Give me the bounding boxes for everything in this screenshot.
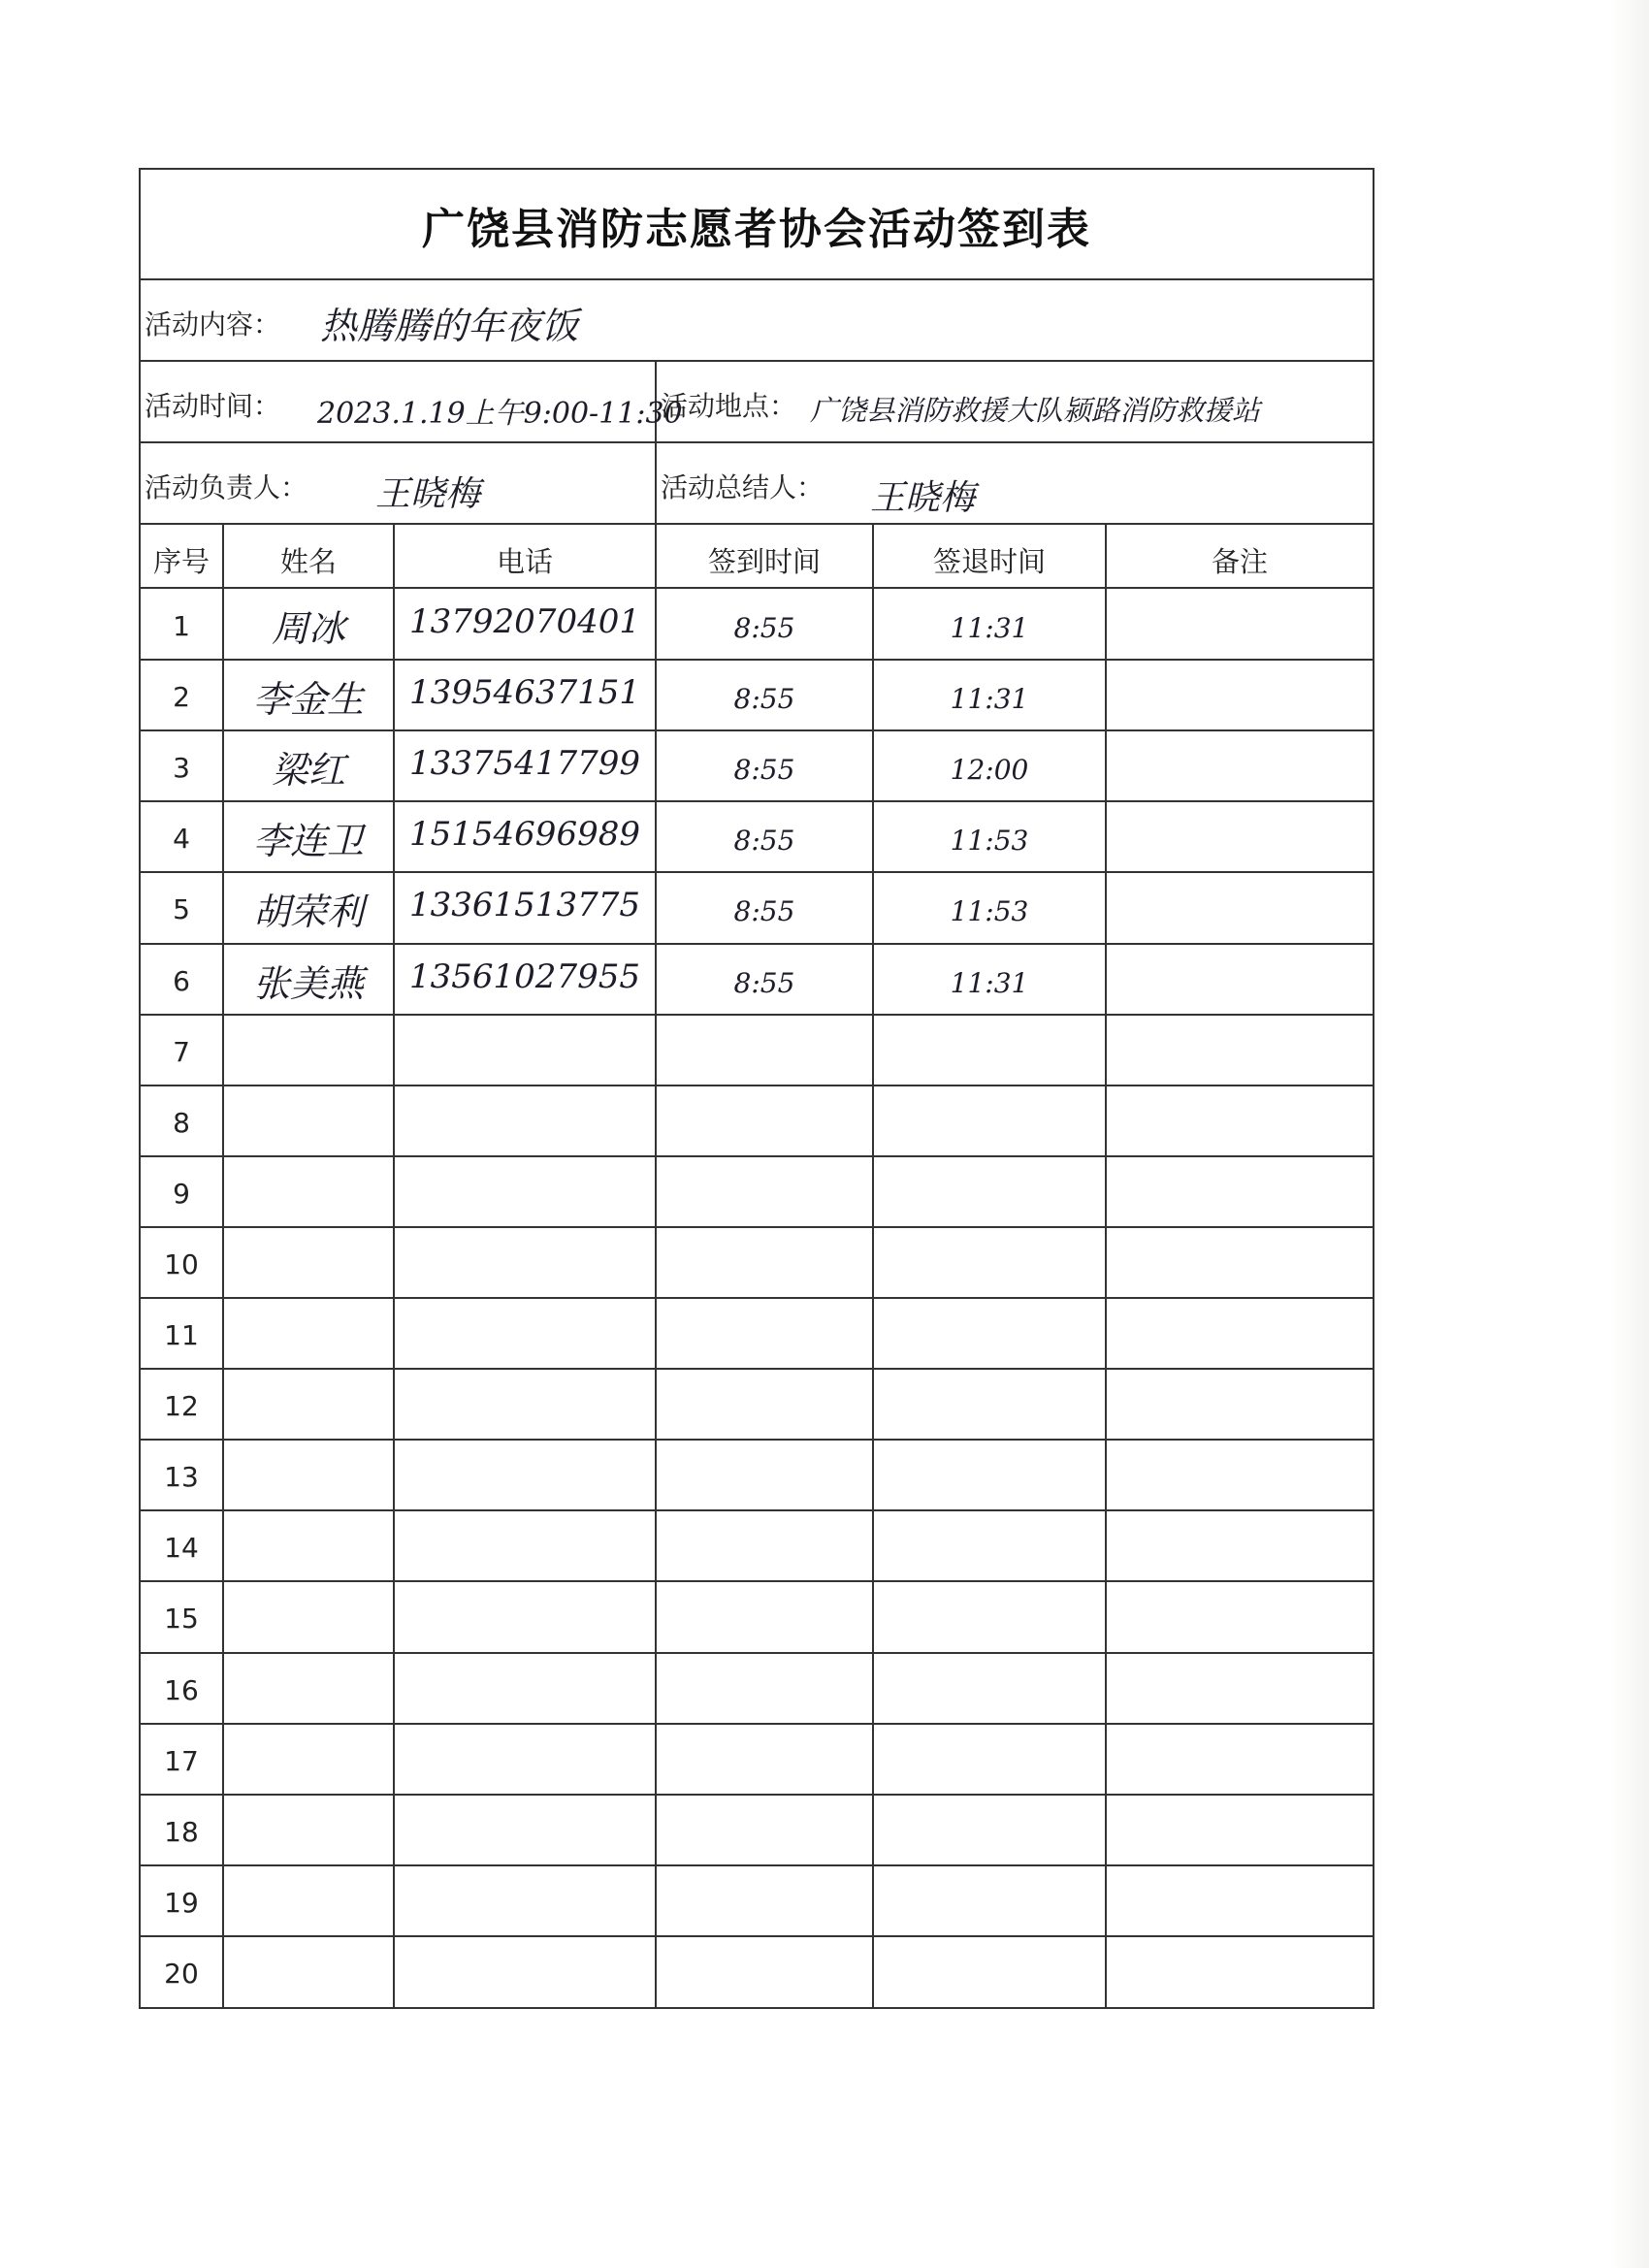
- row-seq: 3: [173, 752, 190, 785]
- row-name: 胡荣利: [252, 891, 364, 934]
- row-name: 李连卫: [252, 820, 364, 863]
- divider: [141, 1864, 1373, 1866]
- divider: [141, 1085, 1373, 1086]
- row-checkin: 8:55: [733, 895, 795, 928]
- row-seq: 12: [164, 1390, 199, 1423]
- header-checkout: 签退时间: [932, 545, 1046, 578]
- sign-in-sheet: [139, 168, 1374, 2009]
- header-name: 姓名: [279, 545, 337, 578]
- row-checkout: 11:53: [950, 825, 1029, 858]
- divider: [655, 360, 657, 523]
- row-checkout: 11:31: [950, 683, 1029, 716]
- divider: [141, 1580, 1373, 1582]
- divider: [141, 1297, 1373, 1299]
- divider: [141, 1439, 1373, 1441]
- row-phone: 13792070401: [409, 602, 640, 641]
- row-seq: 16: [164, 1673, 199, 1706]
- divider: [141, 441, 1373, 443]
- divider: [141, 1014, 1373, 1016]
- row-checkout: 12:00: [950, 754, 1029, 787]
- row-seq: 17: [164, 1744, 199, 1777]
- header-seq: 序号: [152, 545, 210, 578]
- page-edge-shadow: [1610, 0, 1649, 2268]
- row-seq: 5: [173, 893, 190, 926]
- person-in-charge-value: 王晓梅: [375, 474, 481, 514]
- row-seq: 2: [173, 681, 190, 714]
- row-seq: 4: [173, 823, 190, 856]
- row-name: 李金生: [252, 678, 364, 722]
- row-phone: 15154696989: [409, 815, 640, 855]
- row-seq: 9: [173, 1177, 190, 1210]
- divider: [141, 1368, 1373, 1370]
- divider: [141, 871, 1373, 873]
- activity-time-value: 2023.1.19上午9:00-11:30: [317, 397, 683, 431]
- divider: [141, 800, 1373, 802]
- activity-location-value: 广饶县消防救援大队颍路消防救援站: [810, 394, 1261, 427]
- row-checkin: 8:55: [733, 754, 795, 787]
- row-checkout: 11:53: [950, 895, 1029, 928]
- divider: [141, 1794, 1373, 1796]
- divider: [141, 1652, 1373, 1654]
- divider: [1105, 523, 1107, 2007]
- divider: [141, 1509, 1373, 1511]
- summarizer-value: 王晓梅: [870, 478, 976, 518]
- row-seq: 11: [164, 1319, 199, 1351]
- divider: [141, 1155, 1373, 1157]
- row-name: 张美燕: [252, 961, 364, 1005]
- row-phone: 13954637151: [409, 673, 640, 713]
- header-checkin: 签到时间: [707, 545, 821, 578]
- row-name: 周冰: [271, 607, 345, 650]
- divider: [141, 1935, 1373, 1937]
- row-phone: 13561027955: [409, 956, 640, 996]
- activity-location-label: 活动地点：: [661, 390, 797, 422]
- activity-content-label: 活动内容：: [145, 308, 281, 340]
- page-title: 广饶县消防志愿者协会活动签到表: [422, 205, 1091, 254]
- divider: [141, 278, 1373, 280]
- divider: [141, 943, 1373, 945]
- divider: [141, 587, 1373, 589]
- row-seq: 8: [173, 1106, 190, 1139]
- row-checkin: 8:55: [733, 966, 795, 999]
- divider: [141, 729, 1373, 731]
- divider: [141, 360, 1373, 362]
- summarizer-label: 活动总结人：: [661, 471, 824, 503]
- row-checkout: 11:31: [950, 612, 1029, 644]
- divider: [141, 523, 1373, 525]
- divider: [872, 523, 874, 2007]
- row-phone: 13375417799: [409, 744, 640, 784]
- row-checkin: 8:55: [733, 612, 795, 644]
- row-seq: 19: [164, 1886, 199, 1919]
- row-seq: 6: [173, 964, 190, 997]
- row-seq: 7: [173, 1035, 190, 1068]
- activity-time-label: 活动时间：: [145, 390, 281, 422]
- person-in-charge-label: 活动负责人：: [145, 471, 308, 503]
- row-seq: 1: [173, 610, 190, 642]
- header-note: 备注: [1211, 545, 1268, 578]
- row-seq: 13: [164, 1461, 199, 1494]
- divider: [655, 523, 657, 2007]
- row-seq: 20: [164, 1957, 199, 1990]
- row-seq: 14: [164, 1532, 199, 1565]
- divider: [141, 1723, 1373, 1725]
- divider: [141, 1226, 1373, 1228]
- row-phone: 13361513775: [409, 886, 640, 925]
- row-seq: 15: [164, 1603, 199, 1636]
- activity-content-value: 热腾腾的年夜饭: [320, 305, 579, 347]
- row-seq: 10: [164, 1247, 199, 1280]
- row-checkout: 11:31: [950, 966, 1029, 999]
- row-checkin: 8:55: [733, 825, 795, 858]
- row-seq: 18: [164, 1815, 199, 1848]
- header-phone: 电话: [496, 545, 553, 578]
- divider: [141, 659, 1373, 661]
- row-checkin: 8:55: [733, 683, 795, 716]
- row-name: 梁红: [271, 749, 345, 793]
